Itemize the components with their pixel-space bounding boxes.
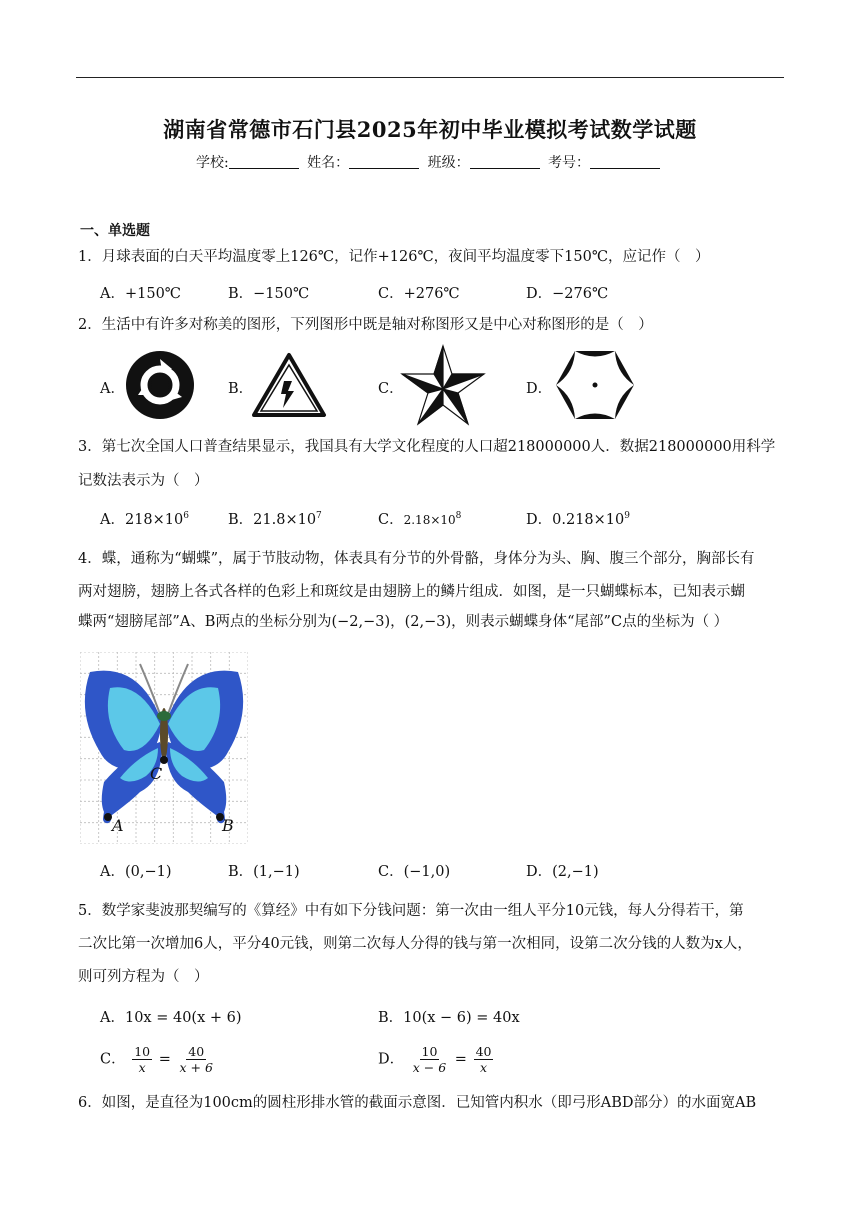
- q5-option-a[interactable]: A．10x = 40(x + 6): [100, 1010, 242, 1026]
- question-3-options: [100, 508, 784, 532]
- name-blank[interactable]: [349, 154, 419, 169]
- umbrella-hexagon-icon: [554, 348, 636, 422]
- q3-option-c-exponent: 8: [455, 511, 462, 521]
- question-5-line-3: 则可列方程为（ ）: [78, 969, 209, 985]
- q2-option-b-label[interactable]: B．: [228, 381, 254, 397]
- q5-option-c-left-fraction: [132, 1044, 152, 1075]
- q5-option-d[interactable]: [378, 1044, 495, 1075]
- question-4-line-2: 两对翅膀，翅膀上各式各样的色彩上和斑纹是由翅膀上的鳞片组成．如图，是一只蝴蝶标本，已知表示蝴: [78, 584, 745, 600]
- question-3-line-2: 记数法表示为（ ）: [78, 473, 209, 489]
- point-a-label: A: [112, 816, 124, 835]
- q1-option-c[interactable]: C．+276℃: [378, 286, 460, 302]
- q2-option-a-label[interactable]: A．: [100, 381, 125, 397]
- question-2: 2．生活中有许多对称美的图形，下列图形中既是轴对称图形又是中心对称图形的是（ ）: [78, 317, 653, 333]
- q5-option-c-label: C．: [100, 1051, 126, 1068]
- point-c-label: C: [150, 764, 163, 783]
- fraction-denominator: x: [138, 1060, 146, 1075]
- q5-option-d-right-fraction: [474, 1044, 494, 1075]
- point-c-marker: [160, 756, 168, 764]
- question-3-line-1: 3．第七次全国人口普查结果显示，我国具有大学文化程度的人口超218000000人．数据218000000用科学: [78, 439, 776, 455]
- question-4-options: [100, 860, 784, 884]
- fraction-denominator: x: [479, 1060, 488, 1075]
- q5-option-b[interactable]: B．10(x − 6) = 40x: [378, 1010, 520, 1026]
- number-label: 考号：: [548, 155, 591, 171]
- q3-option-c-label: C．: [378, 512, 404, 528]
- student-info-line: [0, 152, 860, 172]
- question-1-options: [100, 282, 784, 306]
- q3-option-b[interactable]: [228, 508, 322, 529]
- nautical-star-icon: [400, 344, 486, 426]
- q3-option-b-exponent: 7: [316, 511, 322, 521]
- name-label: 姓名：: [307, 155, 350, 171]
- q4-option-a[interactable]: A．(0,−1): [100, 864, 172, 880]
- q3-option-d[interactable]: [526, 508, 630, 529]
- question-5-options-row-1: [100, 1006, 784, 1030]
- question-4-line-3: 蝶两“翅膀尾部”A、B两点的坐标分别为(−2,−3)，(2,−3)，则表示蝴蝶身体“尾部”C点的坐标为（ ）: [78, 614, 729, 630]
- point-a-marker: [104, 813, 112, 821]
- fraction-numerator: 40: [188, 1044, 205, 1059]
- section-title: 一、单选题: [80, 223, 150, 239]
- fraction-denominator: x − 6: [412, 1060, 447, 1075]
- q5-option-d-left-fraction: [411, 1044, 448, 1075]
- number-blank[interactable]: [590, 154, 660, 169]
- q2-option-d-label[interactable]: D．: [526, 381, 553, 397]
- q1-option-b[interactable]: B．−150℃: [228, 286, 310, 302]
- q3-option-b-label: B．: [228, 512, 254, 528]
- school-blank[interactable]: [229, 154, 299, 169]
- q1-option-d[interactable]: D．−276℃: [526, 286, 609, 302]
- q1-option-a[interactable]: A．+150℃: [100, 286, 182, 302]
- q3-option-d-label: D．: [526, 512, 553, 528]
- school-label: 学校:: [195, 155, 229, 171]
- page-title: 湖南省常德市石门县2025年初中毕业模拟考试数学试题: [163, 117, 697, 142]
- fraction-numerator: 10: [421, 1044, 438, 1059]
- question-6: 6．如图，是直径为100cm的圆柱形排水管的截面示意图．已知管内积水（即弓形ABD部分）的水面宽AB: [78, 1095, 757, 1111]
- equals-sign: =: [454, 1051, 467, 1068]
- question-5-options-row-2: [100, 1044, 784, 1084]
- high-voltage-warning-icon: [251, 352, 327, 418]
- q3-option-c[interactable]: [378, 508, 461, 529]
- class-label: 班级：: [427, 155, 470, 171]
- q3-option-a-exponent: 6: [183, 511, 189, 521]
- q3-option-d-exponent: 9: [624, 511, 630, 521]
- q3-option-a-label: A．: [100, 512, 125, 528]
- q4-option-c[interactable]: C．(−1,0): [378, 864, 451, 880]
- point-b-label: B: [222, 816, 234, 835]
- equals-sign: =: [158, 1051, 171, 1068]
- q3-option-a[interactable]: [100, 508, 189, 529]
- q5-option-d-label: D．: [378, 1051, 405, 1068]
- q4-option-d[interactable]: D．(2,−1): [526, 864, 599, 880]
- fraction-denominator: x + 6: [179, 1060, 213, 1075]
- question-4-line-1: 4．蝶，通称为“蝴蝶”，属于节肢动物，体表具有分节的外骨骼，身体分为头、胸、腹三个部分，胸部长有: [78, 551, 755, 567]
- q3-option-c-base: 2.18×10: [403, 513, 456, 527]
- question-5-line-1: 5．数学家斐波那契编写的《算经》中有如下分钱问题：第一次由一组人平分10元钱，每人分得若干，第: [78, 903, 744, 919]
- q4-option-b[interactable]: B．(1,−1): [228, 864, 300, 880]
- q3-option-d-base: 0.218×10: [552, 512, 625, 528]
- top-rule: [76, 77, 784, 78]
- question-1: 1．月球表面的白天平均温度零上126℃，记作+126℃，夜间平均温度零下150℃，应记作（ ）: [78, 249, 710, 265]
- q2-option-c-label[interactable]: C．: [378, 381, 404, 397]
- rotating-arrows-icon: [124, 349, 196, 421]
- question-5-line-2: 二次比第一次增加6人，平分40元钱，则第二次每人分得的钱与第一次相同，设第二次分钱的人数为x人，: [78, 936, 752, 952]
- class-blank[interactable]: [470, 154, 540, 169]
- fraction-numerator: 40: [475, 1044, 492, 1059]
- q5-option-c[interactable]: [100, 1044, 217, 1075]
- q5-option-c-right-fraction: [178, 1044, 215, 1075]
- q3-option-a-base: 218×10: [124, 512, 184, 528]
- q3-option-b-base: 21.8×10: [253, 512, 317, 528]
- fraction-numerator: 10: [134, 1044, 151, 1059]
